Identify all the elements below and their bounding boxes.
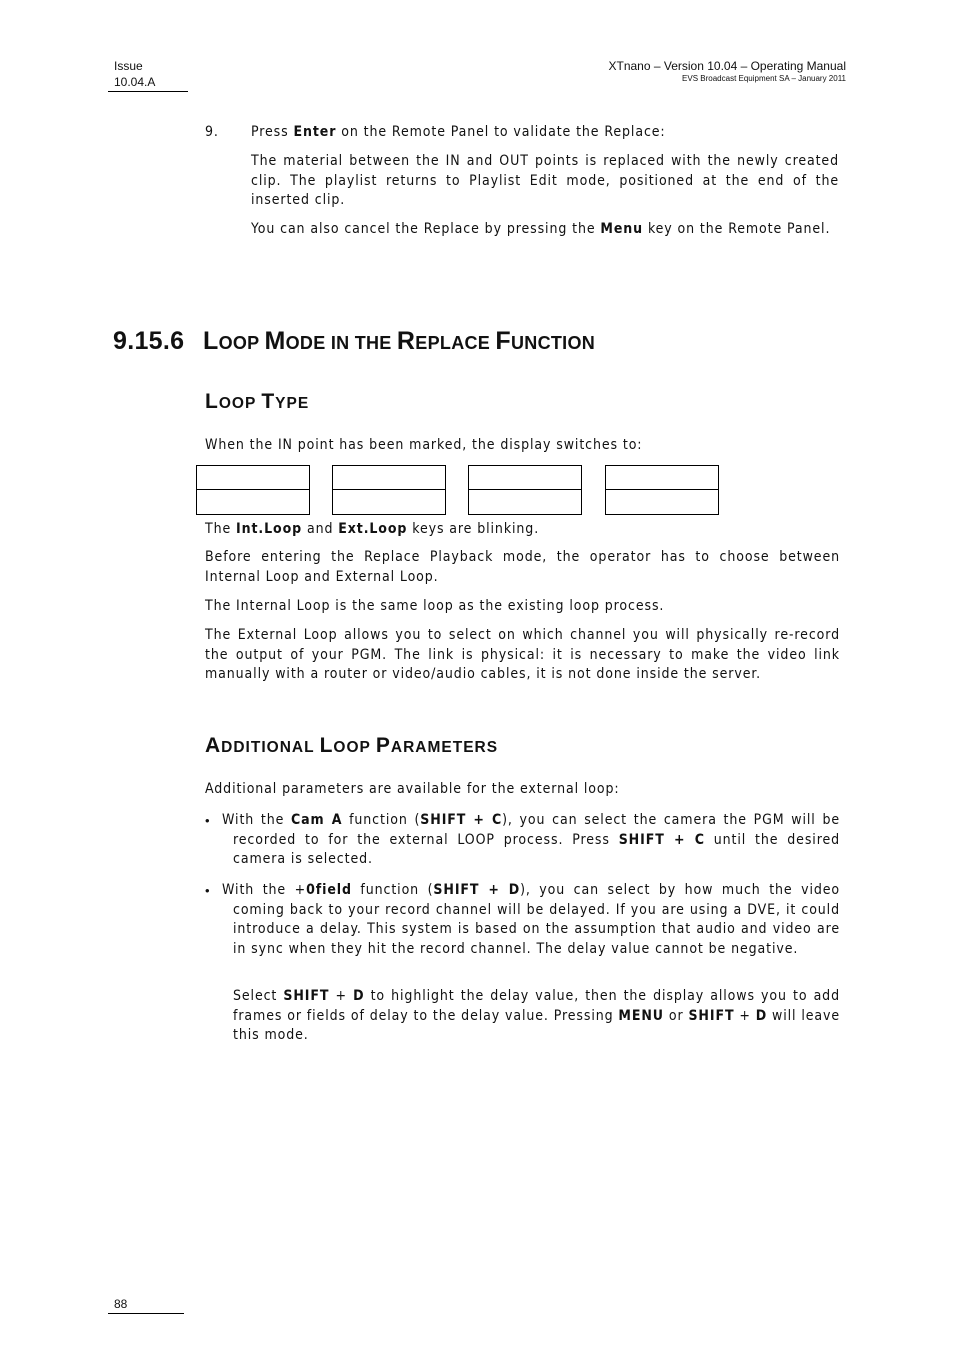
issue-label: Issue	[114, 59, 143, 73]
step-number: 9.	[205, 124, 219, 140]
page-number: 88	[114, 1297, 128, 1311]
paragraph-internal-loop: The Internal Loop is the same loop as the existing loop process.	[205, 598, 665, 614]
footer-divider	[108, 1313, 184, 1314]
keys-blinking-text: The Int.Loop and Ext.Loop keys are blinking.	[205, 521, 540, 537]
key-enter: Enter	[293, 124, 337, 140]
document-publisher: EVS Broadcast Equipment SA – January 2011	[682, 74, 846, 83]
paragraph-external-loop: The External Loop allows you to select on which channel you will physically re-record the output of your PGM. The link is physical: it is necessary to make the video link manually with a router or video/audio cables, it is not done inside the server.	[205, 627, 840, 682]
display-box-1	[196, 465, 310, 515]
section-number: 9.15.6	[113, 327, 185, 355]
subheading-additional-loop-parameters: ADDITIONAL LOOP PARAMETERS	[205, 734, 499, 757]
bullet-cam-a: With the Cam A function (SHIFT + C), you can select the camera the PGM will be recorded to for the external LOOP process. Press SHIFT + C until the desired camera is selected.	[222, 812, 841, 867]
display-box-3	[468, 465, 582, 515]
step-paragraph-replace-result: The material between the IN and OUT points is replaced with the newly created clip. The playlist returns to Playlist Edit mode, positioned at the end of the inserted clip.	[251, 153, 839, 208]
header-document-info	[609, 58, 847, 84]
key-int-loop: Int.Loop	[236, 521, 303, 537]
header-issue	[114, 58, 155, 90]
document-title: XTnano – Version 10.04 – Operating Manual	[608, 59, 846, 73]
issue-number: 10.04.A	[114, 75, 156, 89]
step-paragraph-cancel: You can also cancel the Replace by pressing the Menu key on the Remote Panel.	[251, 221, 831, 237]
paragraph-delay-edit: Select SHIFT + D to highlight the delay value, then the display allows you to add frames or fields of delay to the delay value. Pressing MENU or SHIFT + D will leave this mode.	[233, 988, 840, 1043]
header-divider	[108, 91, 188, 92]
bullet-0field: With the +0field function (SHIFT + D), you can select by how much the video coming back to your record channel will be delayed. If you are using a DVE, it could introduce a delay. This system is based on the assumption that audio and video are in sync when they hit the record channel. The delay value cannot be negative.	[222, 882, 840, 957]
bullet-marker: •	[205, 883, 210, 898]
subheading-loop-type: LOOP TYPE	[205, 390, 310, 413]
section-title: LOOP MODE IN THE REPLACE FUNCTION	[203, 327, 596, 355]
display-box-4	[605, 465, 719, 515]
bullet-marker: •	[205, 813, 210, 828]
display-box-2	[332, 465, 446, 515]
display-intro: When the IN point has been marked, the display switches to:	[205, 437, 643, 453]
step-text: Press Enter on the Remote Panel to validate the Replace:	[251, 124, 666, 140]
key-ext-loop: Ext.Loop	[338, 521, 408, 537]
paragraph-choose-loop: Before entering the Replace Playback mode, the operator has to choose between Internal Loop and External Loop.	[205, 549, 840, 585]
additional-intro: Additional parameters are available for the external loop:	[205, 781, 620, 797]
section-heading	[113, 327, 595, 356]
key-menu: Menu	[600, 221, 644, 237]
